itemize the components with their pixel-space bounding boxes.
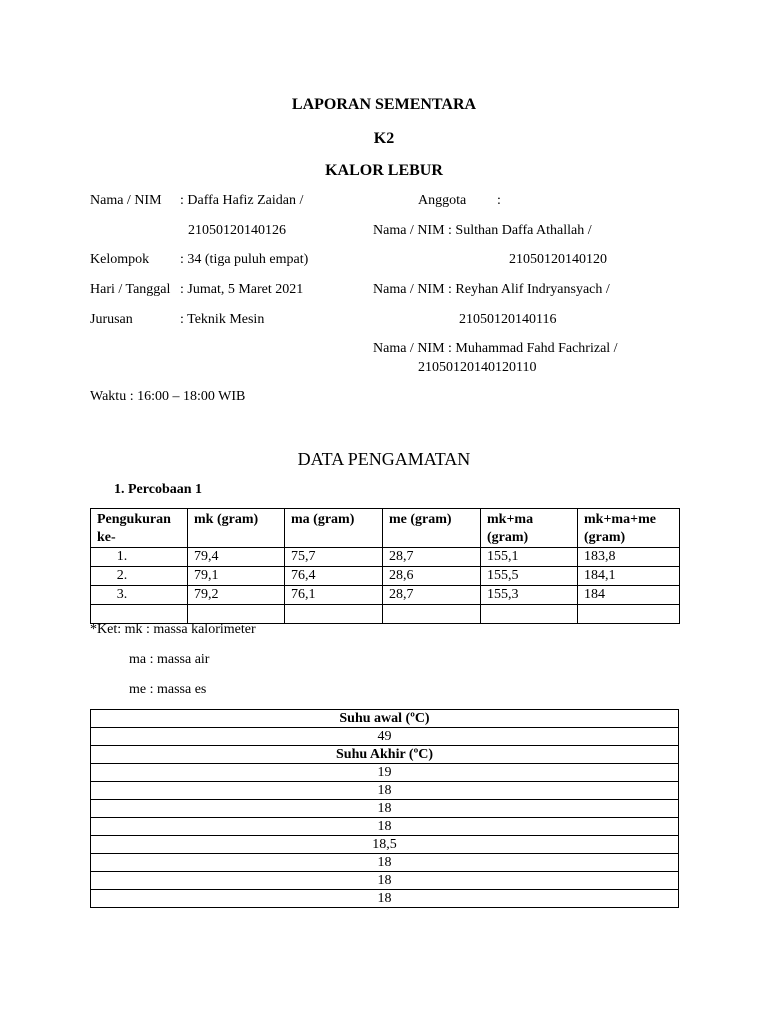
header-cell: mk+ma (gram) — [481, 509, 578, 548]
header-cell: me (gram) — [383, 509, 481, 548]
suhu-akhir-value: 18 — [91, 782, 679, 800]
subsection-title: 1. Percobaan 1 — [114, 482, 203, 497]
table-cell: 3. — [91, 586, 188, 605]
header-cell: mk (gram) — [188, 509, 285, 548]
table-cell — [578, 605, 680, 624]
member-3-line2: 21050120140120110 — [418, 360, 537, 375]
table-cell — [91, 605, 188, 624]
table-cell: 1. — [91, 548, 188, 567]
nama-nim-label: Nama / NIM — [90, 193, 162, 208]
suhu-akhir-value: 18 — [91, 854, 679, 872]
table-cell — [285, 605, 383, 624]
anggota-colon: : — [497, 193, 501, 208]
suhu-akhir-value: 18 — [91, 818, 679, 836]
header-cell: mk+ma+me (gram) — [578, 509, 680, 548]
table-cell: 28,7 — [383, 586, 481, 605]
table-cell: 76,1 — [285, 586, 383, 605]
hari-tanggal-value: : Jumat, 5 Maret 2021 — [180, 282, 304, 297]
report-code: K2 — [373, 130, 395, 147]
table-cell: 184 — [578, 586, 680, 605]
suhu-akhir-header: Suhu Akhir (ºC) — [91, 746, 679, 764]
kelompok-label: Kelompok — [90, 252, 150, 267]
note-mk: *Ket: mk : massa kalorimeter — [90, 622, 256, 637]
section-title: DATA PENGAMATAN — [297, 449, 471, 469]
table-cell: 155,1 — [481, 548, 578, 567]
table-cell — [481, 605, 578, 624]
report-title: LAPORAN SEMENTARA — [291, 96, 477, 113]
table-cell: 155,3 — [481, 586, 578, 605]
table-cell — [383, 605, 481, 624]
table-cell: 75,7 — [285, 548, 383, 567]
table-cell: 79,1 — [188, 567, 285, 586]
suhu-akhir-value: 19 — [91, 764, 679, 782]
note-ma: ma : massa air — [129, 652, 210, 667]
table-cell: 28,7 — [383, 548, 481, 567]
anggota-label: Anggota — [418, 193, 467, 208]
temperature-table — [90, 709, 679, 908]
table-row — [91, 567, 680, 586]
kelompok-value: : 34 (tiga puluh empat) — [180, 252, 309, 267]
table-header-row — [91, 509, 680, 548]
table-cell — [188, 605, 285, 624]
percobaan-table — [90, 508, 680, 624]
nama-nim-value: : Daffa Hafiz Zaidan / — [180, 193, 304, 208]
note-me: me : massa es — [129, 682, 207, 697]
table-cell: 184,1 — [578, 567, 680, 586]
table-cell: 2. — [91, 567, 188, 586]
header-cell: Pengukuran ke- — [91, 509, 188, 548]
member-2-line1: Nama / NIM : Reyhan Alif Indryansyach / — [373, 282, 610, 297]
table-cell: 155,5 — [481, 567, 578, 586]
suhu-awal-header: Suhu awal (ºC) — [91, 710, 679, 728]
suhu-awal-value: 49 — [91, 728, 679, 746]
table-cell: 76,4 — [285, 567, 383, 586]
member-2-line2: 21050120140116 — [459, 312, 557, 327]
waktu-text: Waktu : 16:00 – 18:00 WIB — [90, 389, 246, 404]
table-cell: 28,6 — [383, 567, 481, 586]
suhu-akhir-value: 18 — [91, 800, 679, 818]
report-subtitle: KALOR LEBUR — [325, 162, 443, 179]
jurusan-value: : Teknik Mesin — [180, 312, 265, 327]
member-1-line1: Nama / NIM : Sulthan Daffa Athallah / — [373, 223, 592, 238]
member-1-line2: 21050120140120 — [509, 252, 607, 267]
table-cell: 79,4 — [188, 548, 285, 567]
header-cell: ma (gram) — [285, 509, 383, 548]
table-row-empty — [91, 605, 680, 624]
suhu-akhir-value: 18 — [91, 890, 679, 908]
table-cell: 79,2 — [188, 586, 285, 605]
hari-tanggal-label: Hari / Tanggal — [90, 282, 171, 297]
table-row — [91, 586, 680, 605]
table-row — [91, 548, 680, 567]
jurusan-label: Jurusan — [90, 312, 133, 327]
member-3-line1: Nama / NIM : Muhammad Fahd Fachrizal / — [373, 341, 618, 356]
table-cell: 183,8 — [578, 548, 680, 567]
nim-value: 21050120140126 — [188, 223, 286, 238]
suhu-akhir-value: 18 — [91, 872, 679, 890]
suhu-akhir-value: 18,5 — [91, 836, 679, 854]
